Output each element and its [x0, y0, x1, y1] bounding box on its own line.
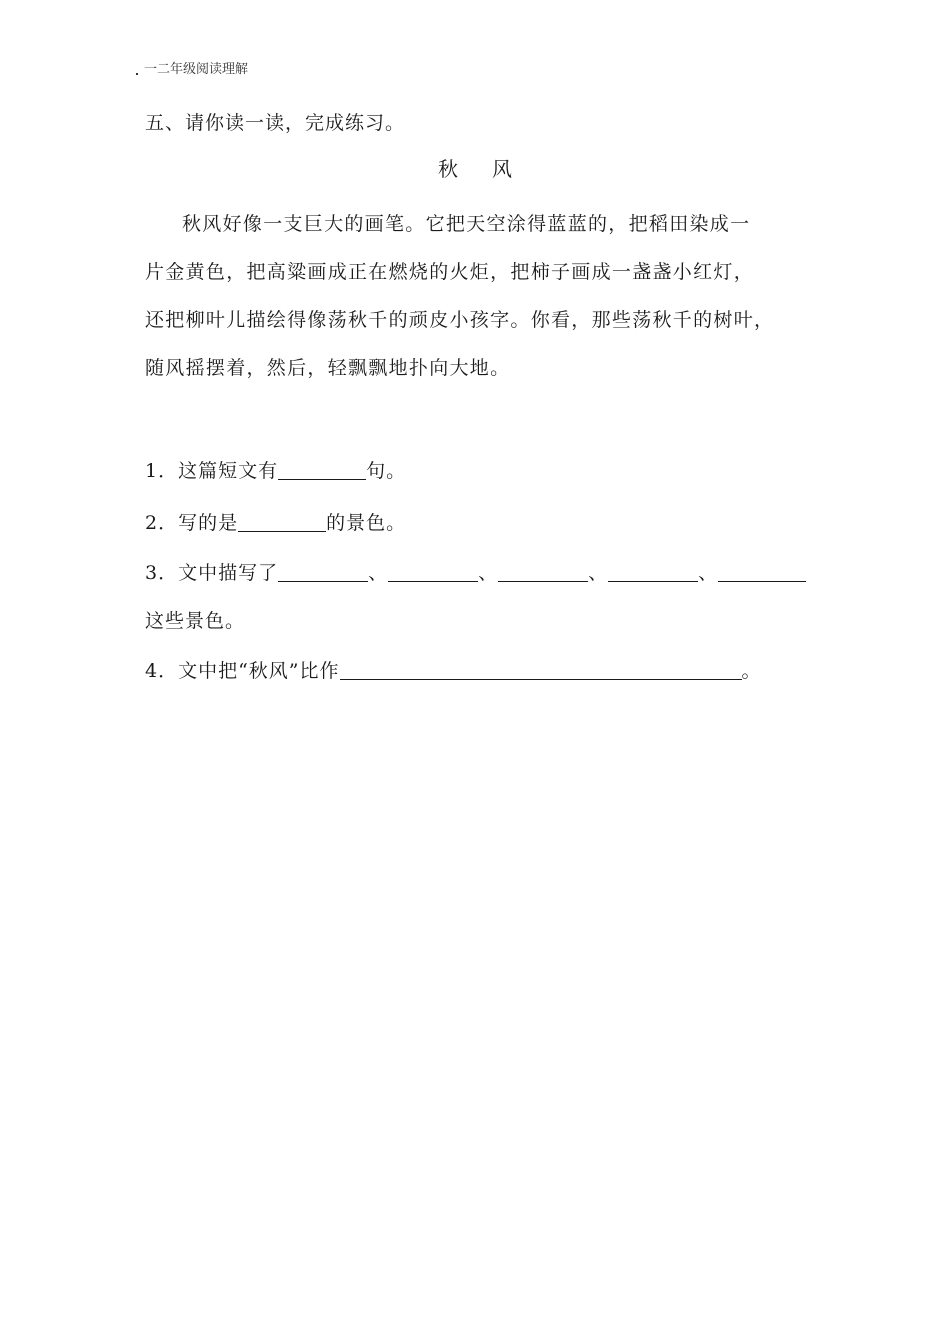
answer-blank-1[interactable]: [278, 459, 366, 480]
question-3-continuation: 这些景色。: [145, 610, 246, 632]
answer-blank-3c[interactable]: [498, 561, 588, 582]
question-1: [145, 456, 406, 483]
question-3: [145, 558, 806, 585]
header-dot: [136, 73, 138, 75]
answer-blank-4[interactable]: [340, 659, 742, 680]
passage-line: 片金黄色，把高粱画成正在燃烧的火炬，把柿子画成一盏盏小红灯，: [145, 261, 755, 283]
passage-line: 随风摇摆着，然后，轻飘飘地扑向大地。: [145, 357, 511, 379]
question-3-sep: 、: [478, 562, 499, 584]
header-text: 一二年级阅读理解: [144, 62, 249, 77]
passage-line: 秋风好像一支巨大的画笔。它把天空涂得蓝蓝的，把稻田染成一: [182, 213, 751, 235]
answer-blank-2[interactable]: [238, 511, 326, 532]
passage-title-char-2: 风: [492, 157, 512, 181]
question-4: [145, 656, 762, 683]
passage-title-char-1: 秋: [438, 157, 458, 181]
question-1-suffix: 句。: [366, 460, 407, 482]
page-header: [136, 58, 248, 77]
passage-line: 还把柳叶儿描绘得像荡秋千的顽皮小孩字。你看，那些荡秋千的树叶，: [145, 309, 775, 331]
answer-blank-3e[interactable]: [718, 561, 806, 582]
question-4-suffix: 。: [741, 660, 762, 682]
answer-blank-3d[interactable]: [608, 561, 698, 582]
answer-blank-3b[interactable]: [388, 561, 478, 582]
passage-title: [0, 153, 950, 182]
question-2-text: 2．写的是: [145, 512, 239, 534]
question-3-sep: 、: [698, 562, 719, 584]
question-2-suffix: 的景色。: [326, 512, 407, 534]
question-2: [145, 508, 406, 535]
question-1-text: 1．这篇短文有: [145, 460, 279, 482]
question-4-text: 4．文中把“秋风”比作: [145, 660, 340, 682]
passage-body: [145, 200, 810, 392]
question-3-sep: 、: [368, 562, 389, 584]
section-heading: 五、请你读一读，完成练习。: [145, 112, 406, 134]
question-3-sep: 、: [588, 562, 609, 584]
question-3-text: 3．文中描写了: [145, 562, 279, 584]
answer-blank-3a[interactable]: [278, 561, 368, 582]
